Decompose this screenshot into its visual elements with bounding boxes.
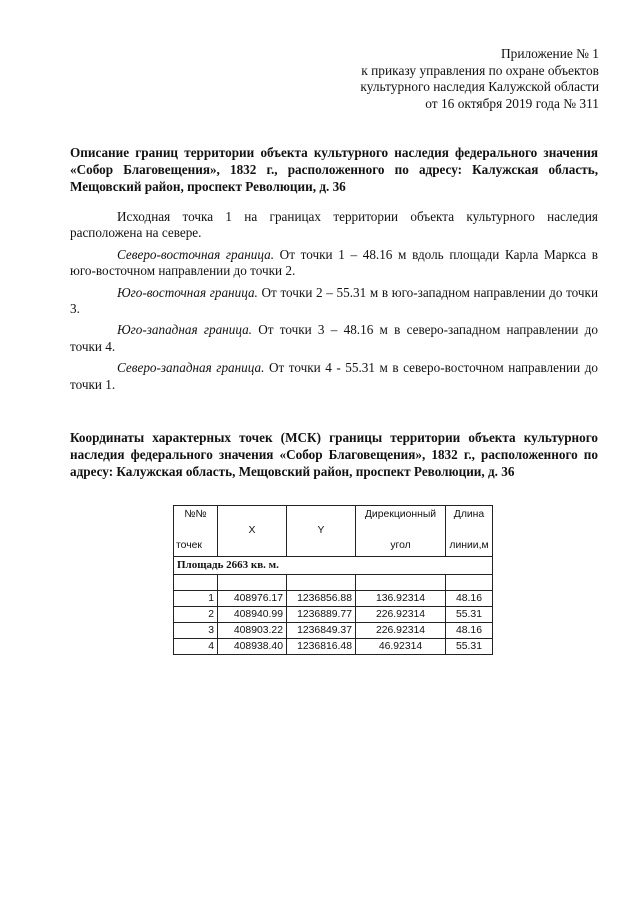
blank-cell — [446, 575, 493, 591]
x-coordinate: 408940.99 — [218, 607, 287, 623]
coordinates-table — [173, 505, 493, 655]
header-line-length — [446, 506, 493, 557]
start-point-paragraph: Исходная точка 1 на границах территории объекта культурного наследия расположена на севере. — [70, 209, 598, 241]
blank-cell — [218, 575, 287, 591]
y-coordinate: 1236816.48 — [287, 639, 356, 655]
header-num-bottom: точек — [176, 540, 202, 551]
boundary-paragraph-northeast — [70, 247, 598, 280]
x-coordinate: 408938.40 — [218, 639, 287, 655]
blank-row — [174, 575, 493, 591]
coordinates-title: Координаты характерных точек (МСК) границы территории объекта культурного наследия федерального значения «Собор Благовещения», 1832 г., расположенного по адресу: Калужская область, Мещовский район, проспект Революции, д. 36 — [70, 430, 598, 479]
header-num-top: №№ — [184, 509, 207, 520]
direction-angle: 226.92314 — [356, 623, 446, 639]
blank-cell — [356, 575, 446, 591]
header-direction-angle — [356, 506, 446, 557]
direction-angle: 136.92314 — [356, 591, 446, 607]
order-reference-line-1: к приказу управления по охране объектов — [361, 62, 599, 78]
boundary-label: Юго-восточная граница. — [117, 284, 258, 300]
order-date: от 16 октября 2019 года № 311 — [425, 95, 599, 111]
boundary-label: Юго-западная граница. — [117, 322, 252, 338]
order-reference-line-2: культурного наследия Калужской области — [360, 79, 599, 95]
y-coordinate: 1236849.37 — [287, 623, 356, 639]
boundary-text: От точки 4 - 55.31 м в северо-восточном направлении до точки 1. — [70, 360, 598, 392]
appendix-header — [360, 46, 599, 112]
blank-cell — [174, 575, 218, 591]
boundary-paragraph-southeast — [70, 285, 598, 318]
boundary-description-title: Описание границ территории объекта культурного наследия федерального значения «Собор Благовещения», 1832 г., расположенного по адресу: Калужская область, Мещовский район, проспект Революции, д. 36 — [70, 145, 598, 194]
header-x-label: X — [248, 525, 256, 536]
line-length: 48.16 — [446, 591, 493, 607]
header-len-bottom: линии,м — [449, 540, 489, 551]
area-row — [174, 557, 493, 575]
direction-angle: 226.92314 — [356, 607, 446, 623]
boundary-label: Северо-западная граница. — [117, 360, 265, 376]
line-length: 55.31 — [446, 639, 493, 655]
appendix-number: Приложение № 1 — [500, 46, 599, 61]
header-len-top: Длина — [453, 509, 485, 520]
header-y-label: Y — [317, 525, 325, 536]
boundary-text: От точки 2 – 55.31 м в юго-западном направлении до точки 3. — [70, 284, 599, 317]
header-point-number — [174, 506, 218, 557]
table-row — [174, 591, 493, 607]
boundary-paragraph-southwest — [70, 322, 598, 355]
y-coordinate: 1236889.77 — [287, 607, 356, 623]
area-cell: Площадь 2663 кв. м. — [174, 557, 493, 575]
boundary-paragraph-northwest — [70, 360, 598, 393]
line-length: 55.31 — [446, 607, 493, 623]
boundary-description — [70, 209, 598, 393]
point-number: 2 — [174, 607, 218, 623]
x-coordinate: 408976.17 — [218, 591, 287, 607]
header-y — [287, 506, 356, 557]
table-row — [174, 623, 493, 639]
boundary-text: От точки 3 – 48.16 м в северо-западном направлении до точки 4. — [70, 322, 598, 354]
header-dir-top: Дирекционный — [364, 509, 437, 520]
line-length: 48.16 — [446, 623, 493, 639]
point-number: 3 — [174, 623, 218, 639]
table-header-row — [174, 506, 493, 557]
table-row — [174, 607, 493, 623]
boundary-text: От точки 1 – 48.16 м вдоль площади Карла Маркса в юго-восточном направлении до точки 2. — [70, 246, 599, 279]
header-dir-bottom: угол — [390, 540, 411, 551]
table-row — [174, 639, 493, 655]
y-coordinate: 1236856.88 — [287, 591, 356, 607]
blank-cell — [287, 575, 356, 591]
direction-angle: 46.92314 — [356, 639, 446, 655]
point-number: 1 — [174, 591, 218, 607]
x-coordinate: 408903.22 — [218, 623, 287, 639]
boundary-label: Северо-восточная граница. — [117, 246, 275, 262]
point-number: 4 — [174, 639, 218, 655]
header-x — [218, 506, 287, 557]
